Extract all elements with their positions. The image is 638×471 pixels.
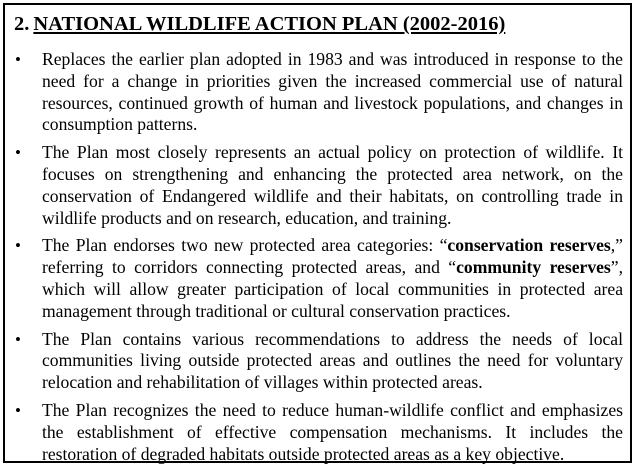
item-text [42, 235, 623, 320]
list-item [13, 235, 623, 322]
list-item [13, 142, 623, 229]
item-text-part: ,” referring to corridors connecting protected areas, and “ [42, 235, 623, 278]
item-text: The Plan recognizes the need to reduce human-wildlife conflict and emphasizes the establishment of effective compensation mechanisms. It includes the restoration of degraded habitats outside protected areas as a key objective. [42, 399, 623, 464]
section-heading [14, 10, 505, 38]
section-title: NATIONAL WILDLIFE ACTION PLAN (2002-2016) [33, 13, 506, 35]
item-text-part: The Plan endorses two new protected area categories: “ [42, 235, 448, 256]
bullet-icon: • [15, 329, 21, 349]
list-item [13, 400, 623, 465]
bullet-icon: • [15, 236, 21, 256]
section-number: 2. [14, 13, 30, 35]
item-text: The Plan contains various recommendations to address the needs of local communities living outside protected areas and outlines the need for voluntary relocation and rehabilitation of villages within protected areas. [42, 328, 623, 393]
bullet-list [13, 49, 623, 471]
list-item [13, 49, 623, 136]
item-text: The Plan most closely represents an actual policy on protection of wildlife. It focuses on strengthening and enhancing the protected area network, on the conservation of Endangered wildlife and their habitats, on controlling trade in wildlife products and on research, education, and training. [42, 142, 623, 228]
term-community-reserves: community reserves [456, 257, 611, 278]
list-item [13, 329, 623, 394]
bullet-icon: • [15, 143, 21, 163]
bullet-icon: • [15, 50, 21, 69]
bullet-icon: • [15, 400, 21, 420]
item-text: Replaces the earlier plan adopted in 1983 and was introduced in response to the need for a change in priorities given the increased commercial use of natural resources, continued growth of human and livestock populations, and changes in consumption patterns. [42, 49, 623, 135]
item-text-part: ”, which will allow greater participation of local communities in protected area management through traditional or cultural conservation practices. [42, 257, 624, 321]
term-conservation-reserves: conservation reserves [447, 235, 611, 256]
